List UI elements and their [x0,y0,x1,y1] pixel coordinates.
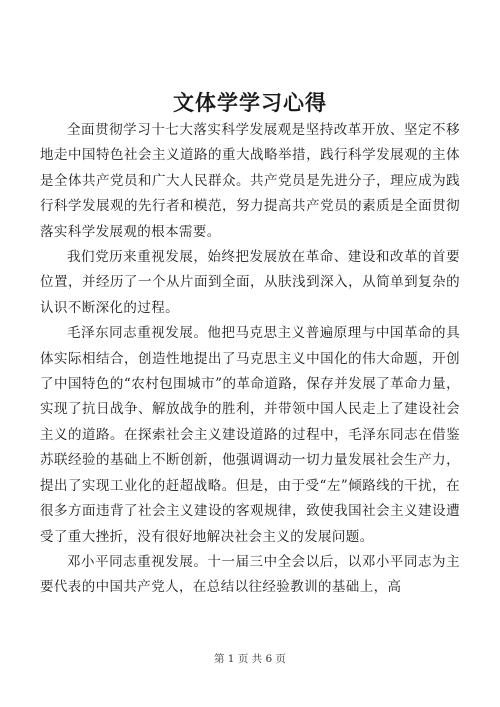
page-number-footer: 第 1 页 共 6 页 [213,653,287,665]
document-title: 文体学学习心得 [173,90,327,115]
paragraph-4: 邓小平同志重视发展。十一届三中全会以后，以邓小平同志为主要代表的中国共产党人，在总结以往经验教训的基础上，高 [40,553,460,596]
paragraph-1: 全面贯彻学习十七大落实科学发展观是坚持改革开放、坚定不移地走中国特色社会主义道路的重大战略举措，践行科学发展观的主体是全体共产党员和广大人民群众。共产党员是先进分子，理应成为践行科学发展观的先行者和模范，努力提高共产党员的素质是全面贯彻落实科学发展观的根本需要。 [40,122,460,240]
document-body [40,118,460,601]
paragraph-2: 我们党历来重视发展，始终把发展放在革命、建设和改革的首要位置，并经历了一个从片面到全面，从肤浅到深入，从简单到复杂的认识不断深化的过程。 [40,249,460,316]
paragraph-3: 毛泽东同志重视发展。他把马克思主义普遍原理与中国革命的具体实际相结合，创造性地提出了马克思主义中国化的伟大命题，开创了中国特色的“农村包围城市”的革命道路，保存并发展了革命力量，实现了抗日战争、解放战争的胜利，并带领中国人民走上了建设社会主义的道路。在探索社会主义建设道路的过程中，毛泽东同志在借鉴苏联经验的基础上不断创新，他强调调动一切力量发展社会生产力，提出了实现工业化的赶超战略。但是，由于受“左”倾路线的干扰，在很多方面违背了社会主义建设的客观规律，致使我国社会主义建设遭受了重大挫折，没有很好地解决社会主义的发展问题。 [40,325,460,545]
